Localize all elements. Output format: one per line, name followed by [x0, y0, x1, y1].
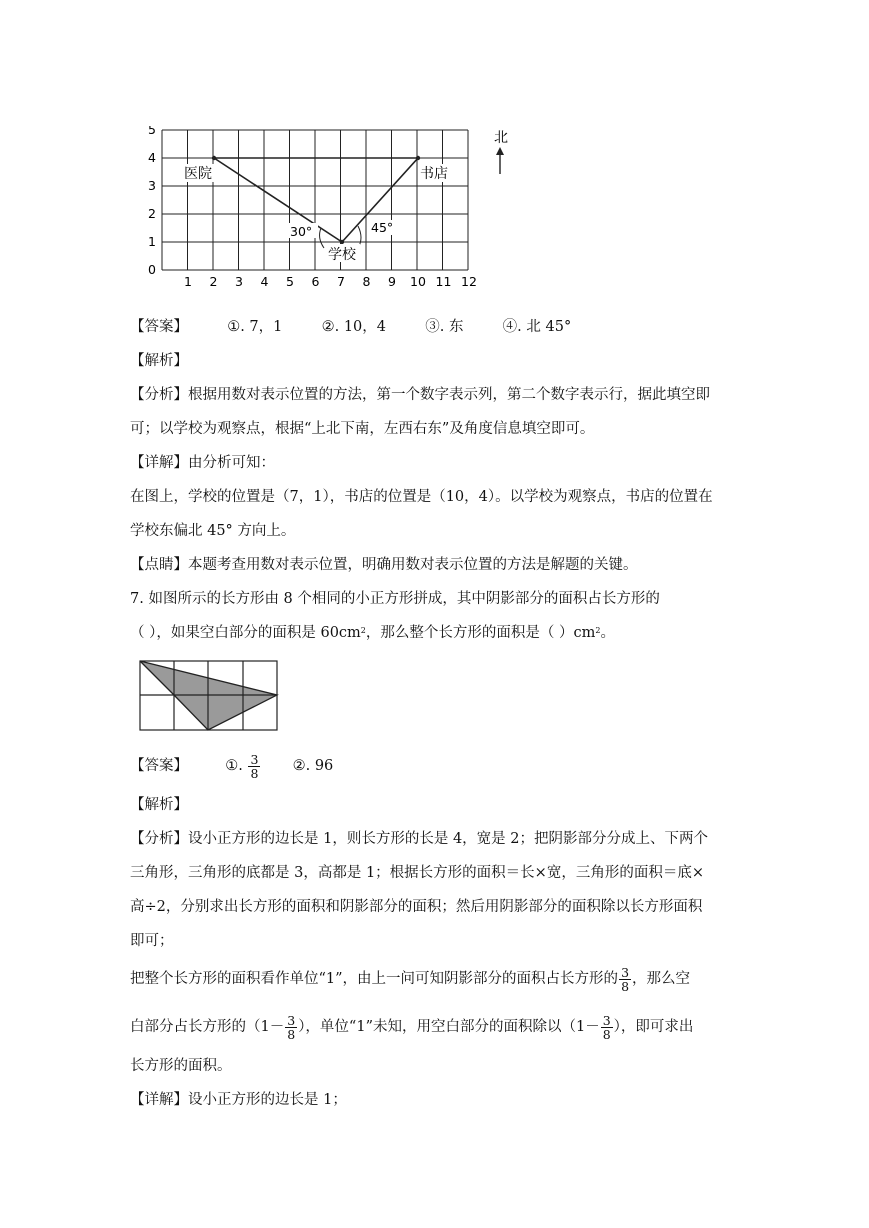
- y-tick-label: 2: [148, 206, 156, 221]
- sup-2-a: 2: [360, 626, 366, 635]
- angle-label-right: 45°: [371, 220, 394, 235]
- fenxi-label: 【分析】: [130, 831, 188, 847]
- xiangjie-label: 【详解】: [130, 1092, 188, 1108]
- y-tick-label: 1: [148, 234, 156, 249]
- q7-fenxi-line-3: 高÷2，分别求出长方形的面积和阴影部分的面积；然后用阴影部分的面积除以长方形面积: [130, 899, 703, 915]
- x-tick-label: 4: [260, 274, 269, 289]
- q6-xiangjie-line-1: [130, 453, 275, 473]
- p5b-text: ，那么空: [632, 971, 691, 987]
- hospital-point: [212, 156, 216, 160]
- answer-1-prefix: ①.: [225, 758, 243, 774]
- y-tick-labels: [148, 126, 156, 277]
- q7-jiexi-heading: 【解析】: [130, 797, 188, 813]
- hospital-label: 医院: [184, 166, 212, 182]
- x-tick-labels: [184, 274, 477, 289]
- angle-arc-left: [320, 228, 324, 248]
- q7-stem-line-1: 7. 如图所示的长方形由 8 个相同的小正方形拼成，其中阴影部分的面积占长方形的: [130, 591, 660, 607]
- answer-3: ③. 东: [425, 319, 464, 335]
- q7-answer-line: [130, 751, 333, 781]
- x-tick-label: 12: [461, 274, 477, 289]
- fraction-3-8: $\frac{3}{8}$: [602, 1012, 611, 1042]
- dianjing-text: 本题考查用数对表示位置，明确用数对表示位置的方法是解题的关键。: [188, 557, 638, 573]
- dianjing-label: 【点睛】: [130, 557, 188, 573]
- q6-dianjing-line: [130, 555, 638, 575]
- bookstore-point: [416, 156, 420, 160]
- north-label: 北: [494, 130, 508, 146]
- xiangjie-text-1: 由分析可知：: [188, 455, 275, 471]
- bookstore-label: 书店: [420, 166, 448, 182]
- rectangle-shaded-figure: [138, 659, 282, 733]
- answer-label: 【答案】: [130, 319, 188, 335]
- q7-para-7: 长方形的面积。: [130, 1058, 232, 1074]
- grid-lines: [162, 130, 468, 270]
- q7-para-5: [130, 964, 690, 994]
- y-tick-label: 3: [148, 178, 156, 193]
- x-tick-label: 1: [184, 274, 192, 289]
- q6-fenxi-line-1: [130, 385, 710, 405]
- xiangjie-label: 【详解】: [130, 455, 188, 471]
- answer-2: ②. 10，4: [321, 319, 387, 335]
- q7-fenxi-line-2: 三角形，三角形的底都是 3，高都是 1；根据长方形的面积＝长×宽，三角形的面积＝底×: [130, 865, 704, 881]
- q7-fenxi-line-4: 即可；: [130, 933, 174, 949]
- q6-jiexi-heading: 【解析】: [130, 353, 188, 369]
- q6-xiangjie-line-2: 在图上，学校的位置是（7，1），书店的位置是（10，4）。以学校为观察点，书店的位置在: [130, 489, 713, 505]
- angle-label-left: 30°: [290, 224, 313, 239]
- y-tick-label: 5: [148, 126, 156, 137]
- q6-answer-line: [130, 317, 571, 337]
- x-tick-label: 5: [286, 274, 294, 289]
- sup-2-b: 2: [595, 626, 601, 635]
- fenxi-label: 【分析】: [130, 387, 188, 403]
- q7-stem-line-2: [130, 623, 615, 643]
- y-tick-label: 4: [148, 150, 156, 165]
- q6-xiangjie-line-3: 学校东偏北 45° 方向上。: [130, 523, 296, 539]
- p6b-text: ），单位“1”未知，用空白部分的面积除以（1－: [298, 1019, 600, 1035]
- x-tick-label: 7: [337, 274, 345, 289]
- y-tick-label: 0: [148, 262, 156, 277]
- fraction-3-8: $\frac{3}{8}$: [287, 1012, 296, 1042]
- q7-stem-2c: 。: [600, 625, 615, 641]
- fenxi-text-1: 根据用数对表示位置的方法，第一个数字表示列，第二个数字表示行，据此填空即: [188, 387, 710, 403]
- x-tick-label: 8: [362, 274, 371, 289]
- school-label: 学校: [328, 247, 356, 263]
- q7-para-6: [130, 1012, 693, 1042]
- fraction-3-8: $\frac{3}{8}$: [250, 751, 259, 781]
- coordinate-grid-figure: [140, 126, 520, 291]
- x-tick-label: 9: [388, 274, 396, 289]
- answer-label: 【答案】: [130, 758, 188, 774]
- answer-2: ②. 96: [292, 758, 334, 774]
- q7-stem-2b: ，那么整个长方形的面积是（ ）cm: [365, 625, 596, 641]
- p6c-text: ），即可求出: [613, 1019, 694, 1035]
- xiangjie-text-1: 设小正方形的边长是 1；: [188, 1092, 347, 1108]
- q7-xiangjie-line-1: [130, 1090, 347, 1110]
- x-tick-label: 3: [235, 274, 243, 289]
- fraction-3-8: $\frac{3}{8}$: [621, 964, 630, 994]
- x-tick-label: 2: [209, 274, 218, 289]
- x-tick-label: 11: [435, 274, 452, 289]
- answer-1: ①. 7，1: [227, 319, 283, 335]
- fenxi-text-1: 设小正方形的边长是 1，则长方形的长是 4，宽是 2；把阴影部分分成上、下两个: [188, 831, 709, 847]
- school-point: [340, 240, 344, 244]
- answer-4: ④. 北 45°: [502, 319, 572, 335]
- q7-fenxi-line-1: [130, 829, 708, 849]
- p5a-text: 把整个长方形的面积看作单位“1”，由上一问可知阴影部分的面积占长方形的: [130, 971, 619, 987]
- q7-stem-2a: （ ），如果空白部分的面积是 60cm: [130, 625, 361, 641]
- north-arrowhead-icon: [496, 147, 504, 155]
- x-tick-label: 10: [410, 274, 426, 289]
- q6-fenxi-line-2: 可；以学校为观察点，根据“上北下南，左西右东”及角度信息填空即可。: [130, 421, 595, 437]
- p6a-text: 白部分占长方形的（1－: [130, 1019, 285, 1035]
- x-tick-label: 6: [311, 274, 320, 289]
